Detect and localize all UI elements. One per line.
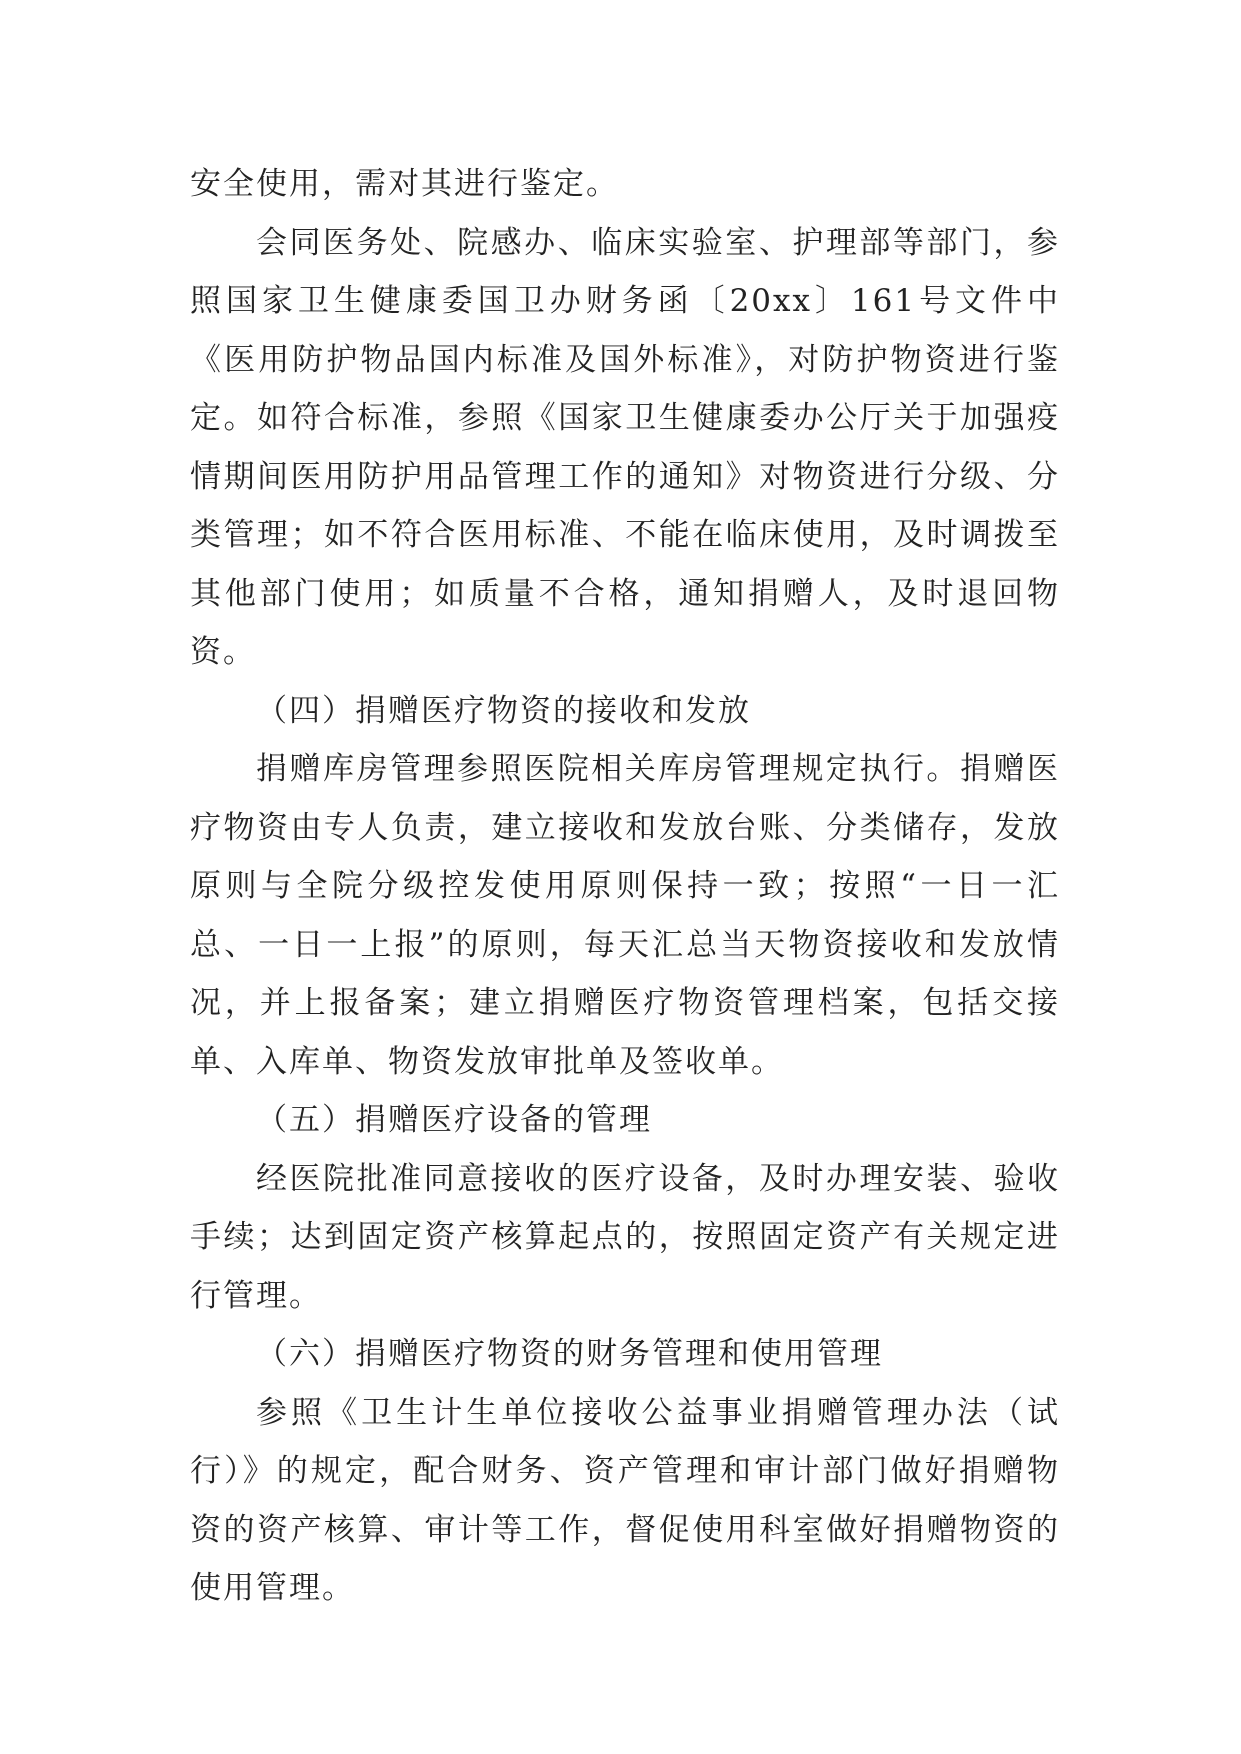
paragraph-financial-management: 参照《卫生计生单位接收公益事业捐赠管理办法（试行）》的规定，配合财务、资产管理和审计部门做好捐赠物资的资产核算、审计等工作，督促使用科室做好捐赠物资的使用管理。 [190, 1394, 1060, 1606]
paragraph-receiving-distribution: 捐赠库房管理参照医院相关库房管理规定执行。捐赠医疗物资由专人负责，建立接收和发放台账、分类储存，发放原则与全院分级控发使用原则保持一致；按照“一日一汇总、一日一上报”的原则，每天汇总当天物资接收和发放情况，并上报备案；建立捐赠医疗物资管理档案，包括交接单、入库单、物资发放审批单及签收单。 [190, 751, 1060, 1080]
paragraph-identification: 会同医务处、院感办、临床实验室、护理部等部门，参照国家卫生健康委国卫办财务函〔20xx〕161号文件中《医用防护物品国内标准及国外标准》，对防护物资进行鉴定。如符合标准，参照《国家卫生健康委办公厅关于加强疫情期间医用防护用品管理工作的通知》对物资进行分级、分类管理；如不符合医用标准、不能在临床使用，及时调拨至其他部门使用；如质量不合格，通知捐赠人，及时退回物资。 [190, 224, 1060, 670]
document-body [190, 155, 1060, 1618]
section-heading-4: （四）捐赠医疗物资的接收和发放 [256, 692, 751, 729]
section-heading-5: （五）捐赠医疗设备的管理 [256, 1102, 652, 1138]
paragraph-equipment-management: 经医院批准同意接收的医疗设备，及时办理安装、验收手续；达到固定资产核算起点的，按照固定资产有关规定进行管理。 [190, 1160, 1060, 1314]
paragraph-continuation: 安全使用，需对其进行鉴定。 [190, 166, 619, 202]
section-heading-6: （六）捐赠医疗物资的财务管理和使用管理 [256, 1336, 883, 1372]
